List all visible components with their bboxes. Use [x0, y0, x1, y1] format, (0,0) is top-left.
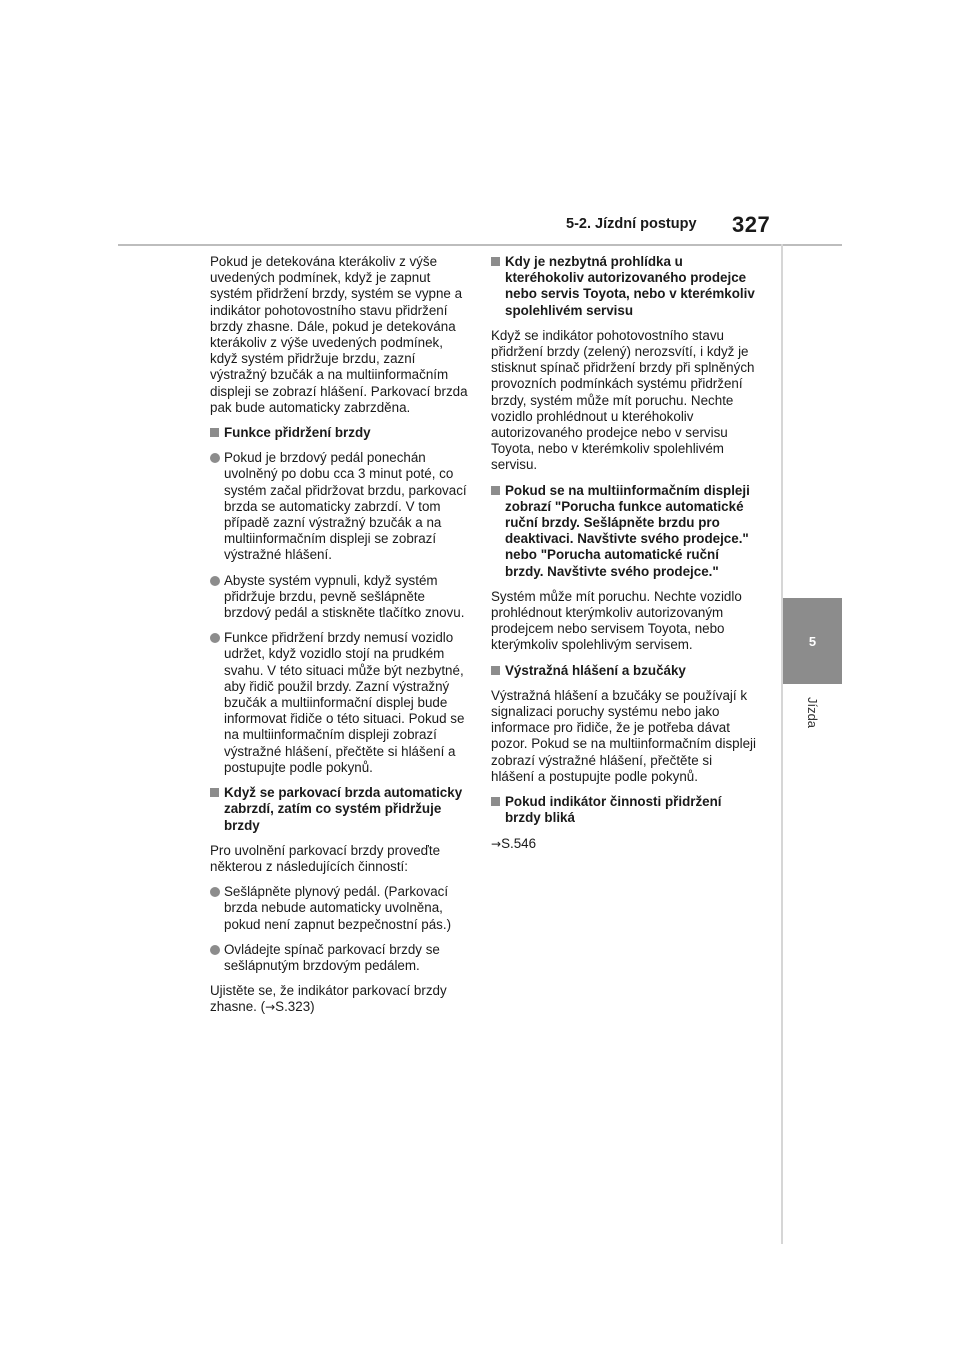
page-reference-link[interactable]: S.323): [275, 999, 315, 1015]
paragraph: Když se indikátor pohotovostního stavu přidržení brzdy (zelený) nerozsvítí, i když je stisknut spínač přidržení brzdy při splněných provozních podmínkách systému přidržení brzdy, systém může mít poruchu. Nechte vozidlo prohlédnout u kteréhokoliv autorizovaného prodejce nebo v servisu Toyota, nebo v kterémkoliv spolehlivém servisu.: [491, 327, 755, 473]
reference-line: [491, 836, 757, 852]
paragraph-with-reference: [210, 983, 472, 1015]
paragraph: Výstražná hlášení a bzučáky se používají k signalizaci poruchy systému nebo jako informace pro řidiče, že je potřeba dávat pozor. Pokud se na multiinformačním displeji zobrazí výstražné hlášení, přečtěte si hlášení a postupujte podle pokynů.: [491, 687, 756, 784]
heading-inspection-needed: [491, 254, 757, 319]
list-item-text: Pokud je brzdový pedál ponechán uvolněný po dobu cca 3 minut poté, co systém začal přidržovat brzdu, parkovací brzda se automaticky zabrzdí. V tom případě zazní výstražný bzučák a na multiinformačním displeji se zobrazí výstražné hlášení.: [224, 450, 467, 563]
chapter-title-vertical: [783, 690, 842, 734]
header-divider: [118, 244, 842, 246]
square-bullet-icon: [491, 797, 500, 806]
round-bullet-icon: [210, 633, 220, 643]
page-reference-link[interactable]: S.546: [501, 835, 537, 851]
heading-text: Výstražná hlášení a bzučáky: [505, 662, 686, 678]
heading-text: Pokud indikátor činnosti přidržení brzdy bliká: [505, 794, 722, 826]
list-item-text: Abyste systém vypnuli, když systém přidržuje brzdu, pevně sešlápněte brzdový pedál a stiskněte tlačítko znovu.: [224, 572, 465, 621]
list-item: [210, 884, 472, 933]
list-item: [210, 450, 472, 563]
chapter-number: 5: [808, 633, 817, 649]
paragraph-text: Ujistěte se, že indikátor parkovací brzdy zhasne. (: [210, 983, 447, 1015]
round-bullet-icon: [210, 576, 220, 586]
page-number: 327: [732, 212, 771, 237]
round-bullet-icon: [210, 945, 220, 955]
list-item-text: Sešlápněte plynový pedál. (Parkovací brzda nebude automaticky uvolněna, pokud není zapnut bezpečnostní pás.): [224, 884, 452, 932]
arrow-right-icon: →: [265, 1000, 276, 1015]
paragraph: Pro uvolnění parkovací brzdy proveďte některou z následujících činností:: [210, 842, 441, 874]
list-item-text: Ovládejte spínač parkovací brzdy se sešlápnutým brzdovým pedálem.: [224, 941, 440, 973]
square-bullet-icon: [210, 428, 219, 437]
heading-text: Když se parkovací brzda automaticky zabrzdí, zatím co systém přidržuje brzdy: [224, 785, 463, 833]
arrow-right-icon: →: [491, 836, 502, 851]
chapter-title: Jízda: [804, 696, 820, 728]
heading-text: Funkce přidržení brzdy: [224, 425, 371, 441]
intro-paragraph: Pokud je detekována kterákoliv z výše uvedených podmínek, když je zapnut systém přidržení brzdy, systém se vypne a indikátor pohotovostního stavu přidržení brzdy zhasne. Dále, pokud je detekována kterákoliv z výše uvedených podmínek, když systém přidržuje brzdu, zazní výstražný bzučák a na multiinformačním displeji se zobrazí hlášení. Parkovací brzda pak bude automaticky zabrzděna.: [210, 254, 468, 415]
list-item: [210, 630, 472, 776]
chapter-tab: [783, 598, 842, 684]
left-column: [210, 254, 472, 1025]
list-item: [210, 942, 472, 974]
square-bullet-icon: [491, 666, 500, 675]
heading-indicator-flashing: [491, 794, 757, 826]
heading-text: Pokud se na multiinformačním displeji zobrazí "Porucha funkce automatické ruční brzdy. Sešlápněte brzdu pro deaktivaci. Navštivte svého prodejce." nebo "Porucha automatické ruční brzdy. Navštivte svého prodejce.": [505, 482, 750, 579]
list-item-text: Funkce přidržení brzdy nemusí vozidlo udržet, když vozidlo stojí na prudkém svahu. V této situaci může být nezbytné, aby řidič použil brzdy. Zazní výstražný bzučák a multiinformační displej bude informovat řidiče o této situaci. Pokud se na multiinformačním displeji zobrazí výstražné hlášení, přečtěte si hlášení a postupujte podle pokynů.: [224, 630, 465, 775]
list-item: [210, 573, 472, 622]
heading-display-message: [491, 483, 757, 580]
square-bullet-icon: [210, 788, 219, 797]
paragraph: Systém může mít poruchu. Nechte vozidlo prohlédnout kterýmkoliv autorizovaným prodejcem nebo servisem Toyota, nebo kterýmkoliv spolehlivým servisem.: [491, 588, 742, 653]
heading-parking-brake-auto: [210, 785, 472, 834]
sidebar-divider: [781, 244, 783, 1244]
square-bullet-icon: [491, 486, 500, 495]
heading-brake-hold-function: [210, 425, 472, 441]
section-title: 5-2. Jízdní postupy: [566, 216, 697, 232]
heading-warnings-buzzers: [491, 663, 757, 679]
square-bullet-icon: [491, 257, 500, 266]
round-bullet-icon: [210, 887, 220, 897]
heading-text: Kdy je nezbytná prohlídka u kteréhokoliv autorizovaného prodejce nebo servis Toyota, nebo v kterémkoliv spolehlivém servisu: [505, 254, 755, 318]
round-bullet-icon: [210, 453, 220, 463]
right-column: [491, 254, 757, 861]
